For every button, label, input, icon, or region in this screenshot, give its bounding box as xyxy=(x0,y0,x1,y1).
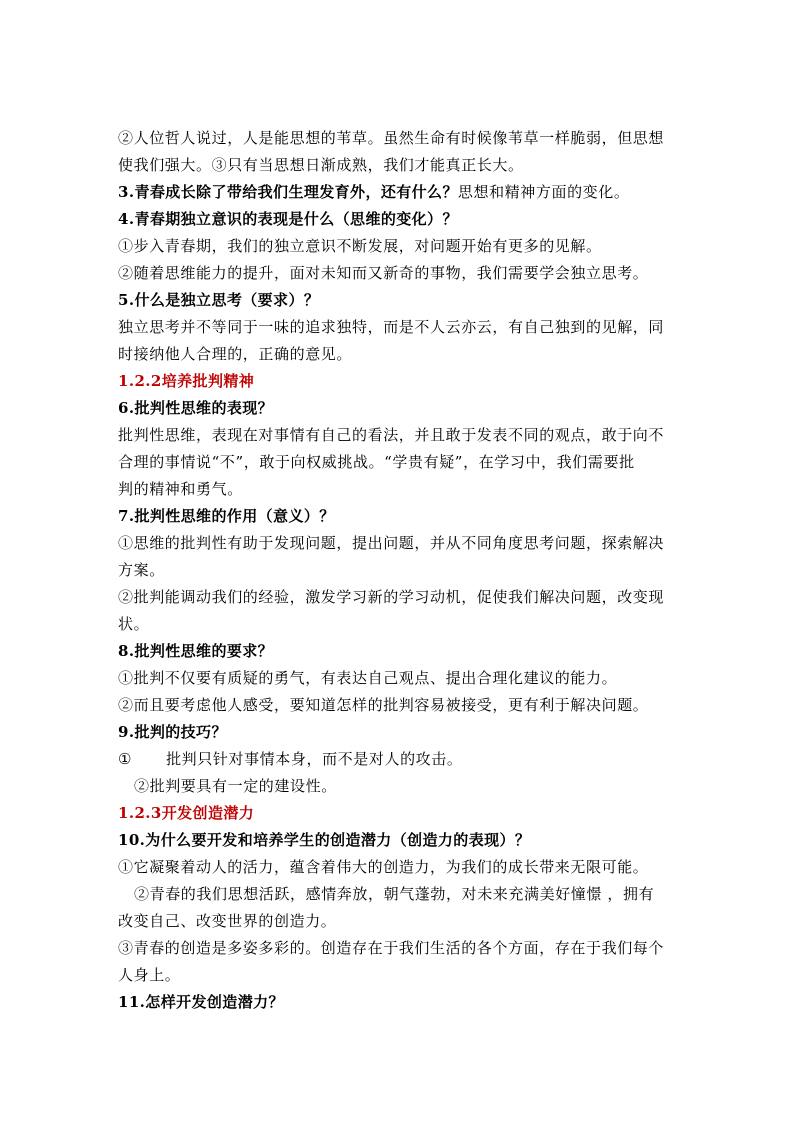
list-text: 批判只针对事情本身，而不是对人的攻击。 xyxy=(166,750,463,768)
text-line: 批判性思维，表现在对事情有自己的看法，并且敢于发表不同的观点，敢于向不 xyxy=(118,426,665,444)
question-heading: 9.批判的技巧？ xyxy=(118,723,227,741)
text-line: ③青春的创造是多姿多彩的。创造存在于我们生活的各个方面，存在于我们每个 xyxy=(118,939,665,957)
text-line: ①批判不仅要有质疑的勇气，有表达自己观点、提出合理化建议的能力。 xyxy=(118,669,618,687)
text-line: ②批判要具有一定的建设性。 xyxy=(134,777,337,795)
text-line: 时接纳他人合理的，正确的意见。 xyxy=(118,345,353,363)
text-line xyxy=(118,746,678,773)
text-line: ①思维的批判性有助于发现问题，提出问题，并从不同角度思考问题，探索解决 xyxy=(118,534,665,552)
question-heading: 11.怎样开发创造潜力？ xyxy=(118,993,284,1011)
text-line: ①它凝聚着动人的活力，蕴含着伟大的创造力，为我们的成长带来无限可能。 xyxy=(118,858,649,876)
question-heading: 8.批判性思维的要求？ xyxy=(118,642,274,660)
text-line: ①步入青春期，我们的独立意识不断发展，对问题开始有更多的见解。 xyxy=(118,237,602,255)
text-line: 方案。 xyxy=(118,561,165,579)
document-page xyxy=(118,125,678,1016)
text-line: 状。 xyxy=(118,615,150,633)
text-line: 使我们强大。③只有当思想日渐成熟，我们才能真正长大。 xyxy=(118,156,524,174)
section-heading: 1.2.3开发创造潜力 xyxy=(118,804,255,822)
answer-inline: 思想和精神方面的变化。 xyxy=(457,183,630,201)
text-line: 合理的事情说“不”，敢于向权威挑战。“学贵有疑”，在学习中，我们需要批 xyxy=(118,453,635,471)
text-line: 改变自己、改变世界的创造力。 xyxy=(118,912,337,930)
section-heading: 1.2.2培养批判精神 xyxy=(118,372,255,390)
text-line: ②而且要考虑他人感受，要知道怎样的批判容易被接受，更有利于解决问题。 xyxy=(118,696,649,714)
question-heading: 5.什么是独立思考（要求）？ xyxy=(118,291,320,309)
text-line: ②批判能调动我们的经验，激发学习新的学习动机，促使我们解决问题，改变现 xyxy=(118,588,665,606)
text-line: ②人位哲人说过，人是能思想的苇草。虽然生命有时候像苇草一样脆弱，但思想 xyxy=(118,129,665,147)
text-line: ②随着思维能力的提升，面对未知而又新奇的事物，我们需要学会独立思考。 xyxy=(118,264,649,282)
question-heading: 7.批判性思维的作用（意义）？ xyxy=(118,507,335,525)
question-heading: 3.青春成长除了带给我们生理发育外，还有什么？ xyxy=(118,183,458,201)
question-heading: 6.批判性思维的表现？ xyxy=(118,399,274,417)
question-heading: 4.青春期独立意识的表现是什么（思维的变化）？ xyxy=(118,210,458,228)
question-heading: 10.为什么要开发和培养学生的创造潜力（创造力的表现）？ xyxy=(118,831,531,849)
text-line: 人身上。 xyxy=(118,966,181,984)
list-marker: ① xyxy=(118,750,133,768)
text-line: ②青春的我们思想活跃，感情奔放，朝气蓬勃，对未来充满美好憧憬 ，拥有 xyxy=(134,885,655,903)
text-line: 独立思考并不等同于一味的追求独特，而是不人云亦云，有自己独到的见解，同 xyxy=(118,318,665,336)
text-line: 判的精神和勇气。 xyxy=(118,480,243,498)
question-line xyxy=(118,179,678,206)
